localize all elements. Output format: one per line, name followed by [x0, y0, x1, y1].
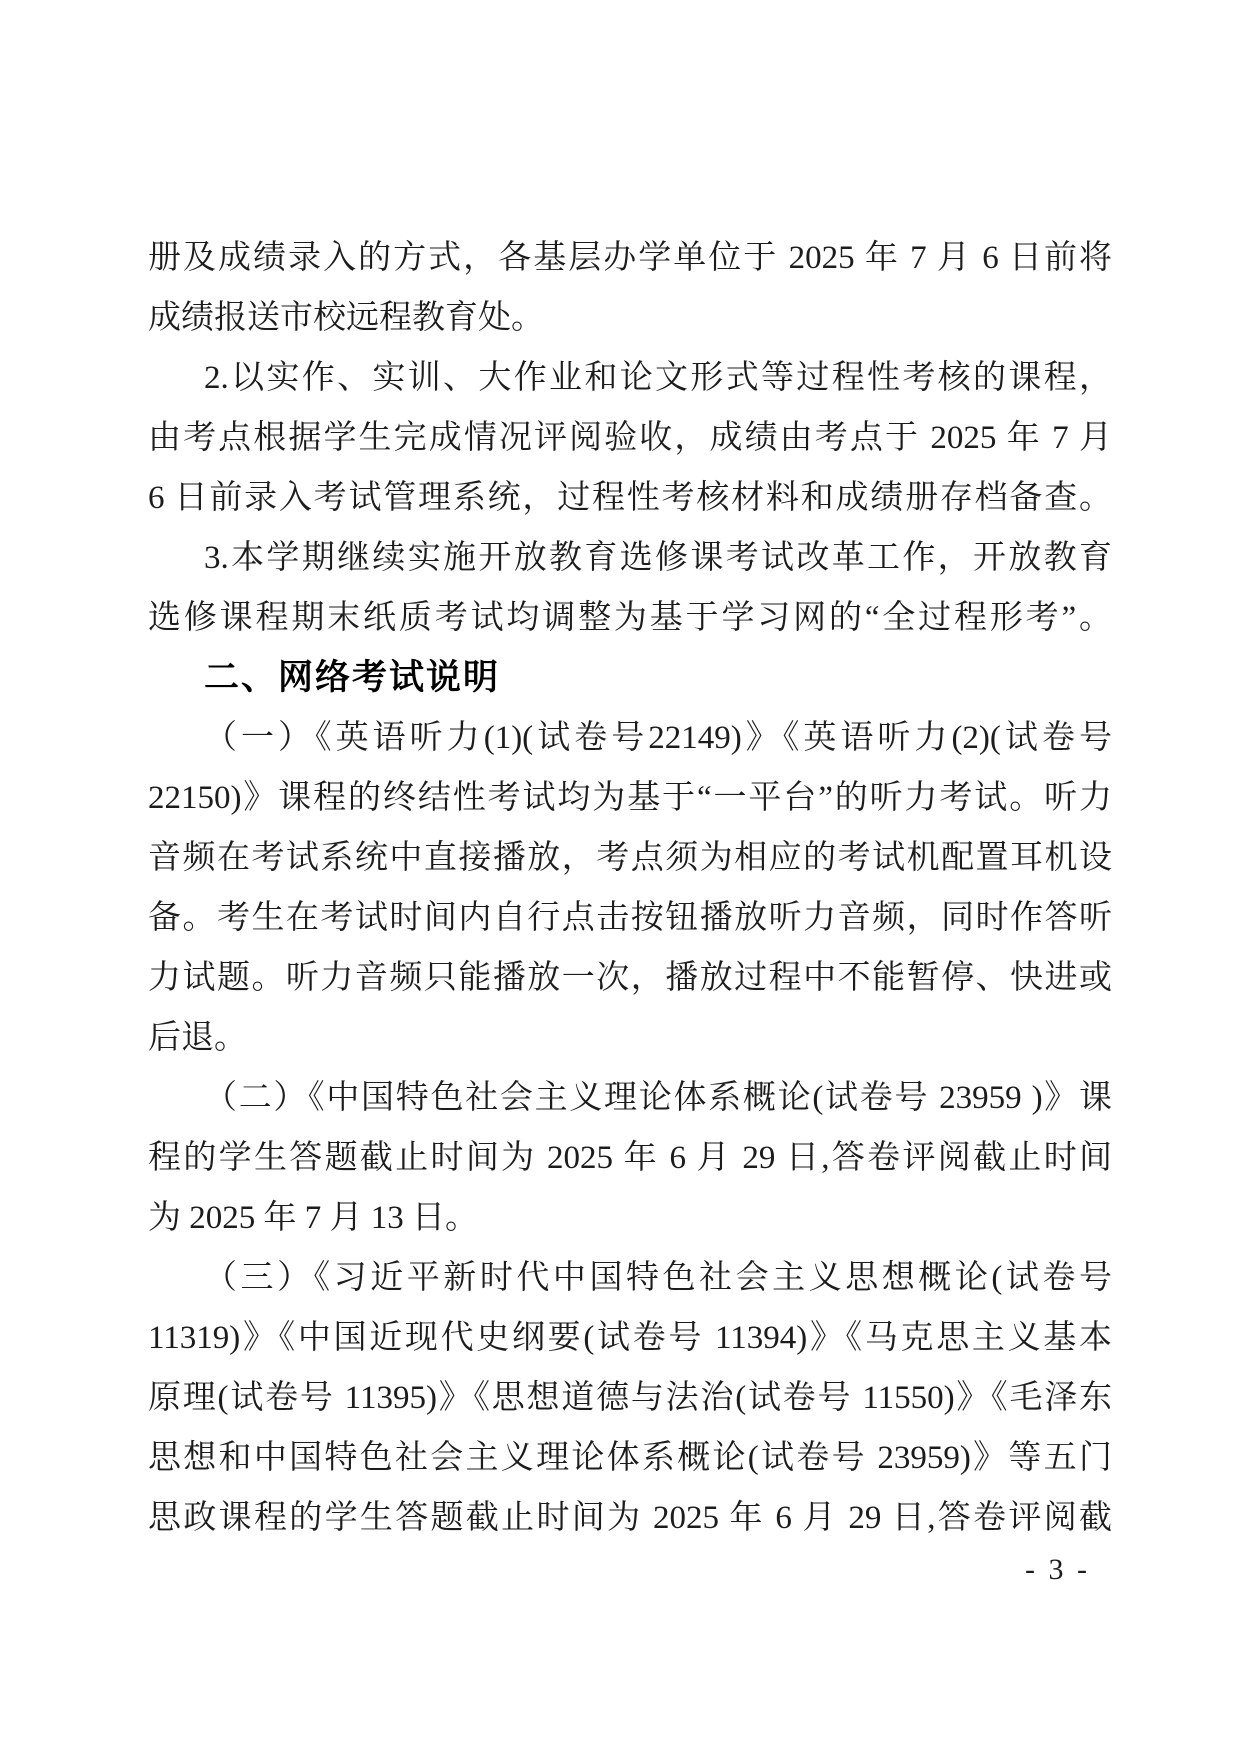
text-line: 成绩报送市校远程教育处。 — [148, 300, 544, 336]
text-line: 11319)》《中国近现代史纲要(试卷号 11394)》《马克思主义基本 — [148, 1320, 1112, 1356]
text-line: 由考点根据学生完成情况评阅验收，成绩由考点于 2025 年 7 月 — [148, 420, 1112, 456]
text-line: （二）《中国特色社会主义理论体系概论(试卷号 23959 )》课 — [204, 1080, 1112, 1116]
text-line: 思想和中国特色社会主义理论体系概论(试卷号 23959)》等五门 — [148, 1440, 1112, 1476]
text-line: 程的学生答题截止时间为 2025 年 6 月 29 日,答卷评阅截止时间 — [148, 1140, 1112, 1176]
text-line: 册及成绩录入的方式，各基层办学单位于 2025 年 7 月 6 日前将 — [148, 240, 1112, 276]
text-line: 原理(试卷号 11395)》《思想道德与法治(试卷号 11550)》《毛泽东 — [148, 1380, 1112, 1416]
text-line: 6 日前录入考试管理系统，过程性考核材料和成绩册存档备查。 — [148, 480, 1112, 516]
text-line: 选修课程期末纸质考试均调整为基于学习网的“全过程形考”。 — [148, 600, 1112, 636]
text-line: 2.以实作、实训、大作业和论文形式等过程性考核的课程， — [204, 360, 1112, 396]
text-line: 后退。 — [148, 1020, 247, 1056]
text-line: 为 2025 年 7 月 13 日。 — [148, 1200, 478, 1236]
text-line: 备。考生在考试时间内自行点击按钮播放听力音频，同时作答听 — [148, 900, 1112, 936]
text-line: 22150)》课程的终结性考试均为基于“一平台”的听力考试。听力 — [148, 780, 1112, 816]
text-line: 力试题。听力音频只能播放一次，播放过程中不能暂停、快进或 — [148, 960, 1112, 996]
text-line: （一）《英语听力(1)(试卷号22149)》《英语听力(2)(试卷号 — [204, 720, 1112, 756]
document-body — [148, 228, 1112, 1548]
text-line: 思政课程的学生答题截止时间为 2025 年 6 月 29 日,答卷评阅截 — [148, 1500, 1112, 1536]
text-line: 3.本学期继续实施开放教育选修课考试改革工作，开放教育 — [204, 540, 1112, 576]
section-heading: 二、网络考试说明 — [204, 658, 501, 697]
page-number: - 3 - — [1025, 1553, 1090, 1586]
text-line: 音频在考试系统中直接播放，考点须为相应的考试机配置耳机设 — [148, 840, 1112, 876]
text-line: （三）《习近平新时代中国特色社会主义思想概论(试卷号 — [204, 1260, 1112, 1296]
